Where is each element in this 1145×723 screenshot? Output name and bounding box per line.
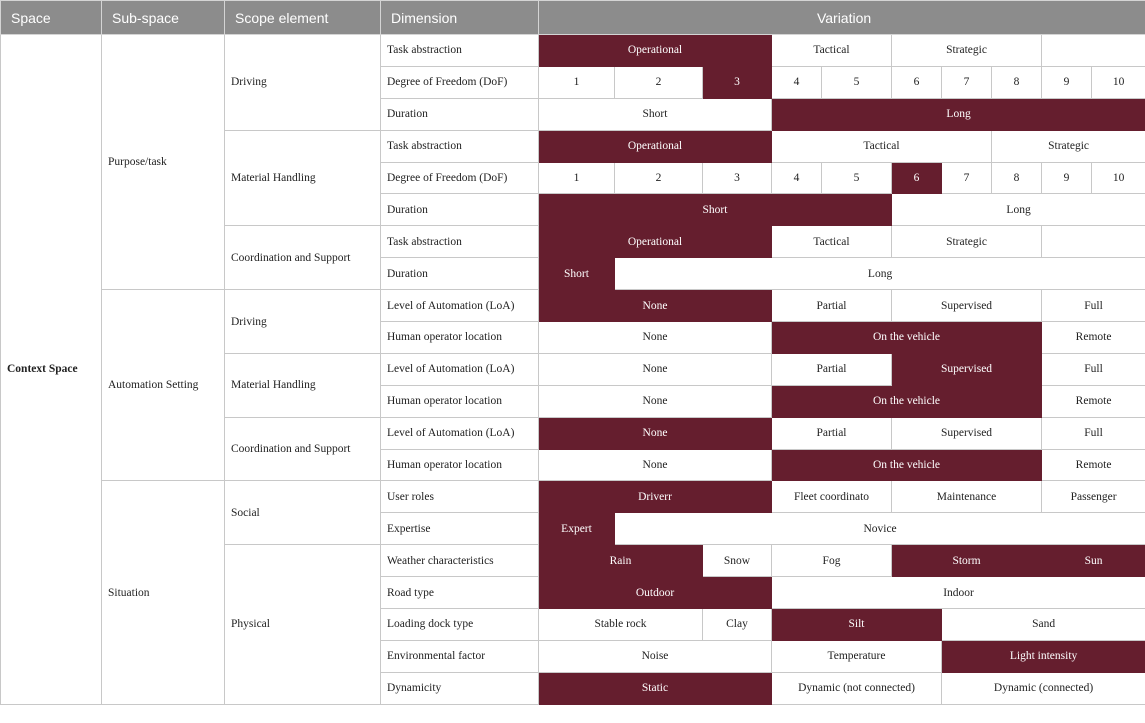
variation-cell-selected: Outdoor (539, 577, 772, 609)
variation-cell-selected: Operational (539, 226, 772, 258)
variation-cell: 2 (615, 66, 703, 98)
dimension-cell: Duration (381, 194, 539, 226)
scope-element-cell: Coordination and Support (225, 417, 381, 481)
variation-cell: 9 (1042, 162, 1092, 194)
variation-cell: None (539, 385, 772, 417)
variation-cell: Remote (1042, 385, 1145, 417)
space-cell: Context Space (1, 35, 102, 705)
variation-cell-selected: Rain (539, 545, 703, 577)
dimension-cell: Level of Automation (LoA) (381, 290, 539, 322)
variation-cell: 5 (822, 162, 892, 194)
variation-cell: None (539, 322, 772, 354)
variation-cell: None (539, 353, 772, 385)
variation-cell: Novice (615, 513, 1145, 545)
variation-cell: Fog (772, 545, 892, 577)
variation-cell-selected: Short (539, 194, 892, 226)
variation-cell: Full (1042, 353, 1145, 385)
variation-cell: 7 (942, 66, 992, 98)
variation-cell: 1 (539, 66, 615, 98)
table-row (1, 35, 1145, 67)
variation-cell: Remote (1042, 449, 1145, 481)
scope-element-cell: Material Handling (225, 130, 381, 226)
variation-cell: Strategic (892, 35, 1042, 67)
variation-cell-selected: Sun (1042, 545, 1145, 577)
variation-cell: Partial (772, 353, 892, 385)
scope-element-cell: Physical (225, 545, 381, 704)
dimension-cell: Level of Automation (LoA) (381, 417, 539, 449)
dimension-cell: User roles (381, 481, 539, 513)
dimension-cell: Human operator location (381, 385, 539, 417)
variation-cell: Dynamic (not connected) (772, 672, 942, 704)
variation-cell-selected: Storm (892, 545, 1042, 577)
variation-cell: 4 (772, 66, 822, 98)
scope-element-cell: Social (225, 481, 381, 545)
table-body (1, 35, 1145, 705)
variation-cell-selected: Static (539, 672, 772, 704)
header-space: Space (1, 1, 102, 35)
dimension-cell: Weather characteristics (381, 545, 539, 577)
variation-cell-selected: On the vehicle (772, 449, 1042, 481)
scope-element-cell: Driving (225, 35, 381, 131)
table-row (1, 290, 1145, 322)
variation-cell: Strategic (992, 130, 1145, 162)
variation-cell: Noise (539, 640, 772, 672)
variation-cell-selected: Driverr (539, 481, 772, 513)
variation-cell: 3 (703, 162, 772, 194)
subspace-cell: Situation (102, 481, 225, 704)
dimension-cell: Task abstraction (381, 226, 539, 258)
variation-cell: Partial (772, 417, 892, 449)
dimension-cell: Loading dock type (381, 609, 539, 641)
variation-cell: Stable rock (539, 609, 703, 641)
dimension-cell: Expertise (381, 513, 539, 545)
variation-cell: Short (539, 98, 772, 130)
variation-cell: Clay (703, 609, 772, 641)
dimension-cell: Degree of Freedom (DoF) (381, 162, 539, 194)
header-scope-element: Scope element (225, 1, 381, 35)
variation-cell-selected: Expert (539, 513, 615, 545)
header-dimension: Dimension (381, 1, 539, 35)
variation-cell: 2 (615, 162, 703, 194)
variation-cell: Indoor (772, 577, 1145, 609)
scope-element-cell: Material Handling (225, 353, 381, 417)
variation-cell: Maintenance (892, 481, 1042, 513)
header-subspace: Sub-space (102, 1, 225, 35)
variation-cell: Dynamic (connected) (942, 672, 1145, 704)
dimension-cell: Environmental factor (381, 640, 539, 672)
variation-cell: Tactical (772, 226, 892, 258)
variation-cell: 7 (942, 162, 992, 194)
variation-cell: 1 (539, 162, 615, 194)
dimension-cell: Task abstraction (381, 130, 539, 162)
variation-cell: 5 (822, 66, 892, 98)
variation-cell: Temperature (772, 640, 942, 672)
variation-cell-selected: Operational (539, 35, 772, 67)
dimension-cell: Degree of Freedom (DoF) (381, 66, 539, 98)
variation-cell: Long (892, 194, 1145, 226)
variation-cell: 10 (1092, 162, 1145, 194)
variation-cell: Fleet coordinato (772, 481, 892, 513)
variation-cell-selected: Silt (772, 609, 942, 641)
variation-cell-selected: None (539, 417, 772, 449)
variation-cell: Full (1042, 417, 1145, 449)
variation-cell-selected: On the vehicle (772, 385, 1042, 417)
variation-cell-selected: On the vehicle (772, 322, 1042, 354)
dimension-cell: Human operator location (381, 449, 539, 481)
variation-cell: 8 (992, 162, 1042, 194)
variation-cell: Tactical (772, 35, 892, 67)
variation-cell-selected: Long (772, 98, 1145, 130)
variation-cell-selected: Supervised (892, 353, 1042, 385)
dimension-cell: Duration (381, 258, 539, 290)
dimension-cell: Duration (381, 98, 539, 130)
variation-cell-selected: 3 (703, 66, 772, 98)
dimension-cell: Human operator location (381, 322, 539, 354)
variation-cell: Passenger (1042, 481, 1145, 513)
scope-element-cell: Coordination and Support (225, 226, 381, 290)
dimension-cell: Task abstraction (381, 35, 539, 67)
variation-cell: 4 (772, 162, 822, 194)
dimension-cell: Level of Automation (LoA) (381, 353, 539, 385)
variation-cell: 10 (1092, 66, 1145, 98)
scope-element-cell: Driving (225, 290, 381, 354)
variation-cell: 8 (992, 66, 1042, 98)
variation-cell: 6 (892, 66, 942, 98)
variation-cell: Tactical (772, 130, 992, 162)
variation-cell: Snow (703, 545, 772, 577)
header-row (1, 1, 1145, 35)
variation-cell: Full (1042, 290, 1145, 322)
variation-cell: Strategic (892, 226, 1042, 258)
variation-cell-selected: Light intensity (942, 640, 1145, 672)
variation-cell-selected: Operational (539, 130, 772, 162)
table-row (1, 481, 1145, 513)
variation-cell: Supervised (892, 290, 1042, 322)
dimension-cell: Dynamicity (381, 672, 539, 704)
subspace-cell: Automation Setting (102, 290, 225, 481)
variation-cell-selected: Short (539, 258, 615, 290)
variation-cell: None (539, 449, 772, 481)
variation-cell-selected: None (539, 290, 772, 322)
variation-cell: Long (615, 258, 1145, 290)
variation-cell: Supervised (892, 417, 1042, 449)
variation-cell: Sand (942, 609, 1145, 641)
variation-cell: 9 (1042, 66, 1092, 98)
variation-cell: Remote (1042, 322, 1145, 354)
variation-cell: Partial (772, 290, 892, 322)
subspace-cell: Purpose/task (102, 35, 225, 290)
variation-cell-selected: 6 (892, 162, 942, 194)
header-variation: Variation (539, 1, 1145, 35)
dimension-cell: Road type (381, 577, 539, 609)
